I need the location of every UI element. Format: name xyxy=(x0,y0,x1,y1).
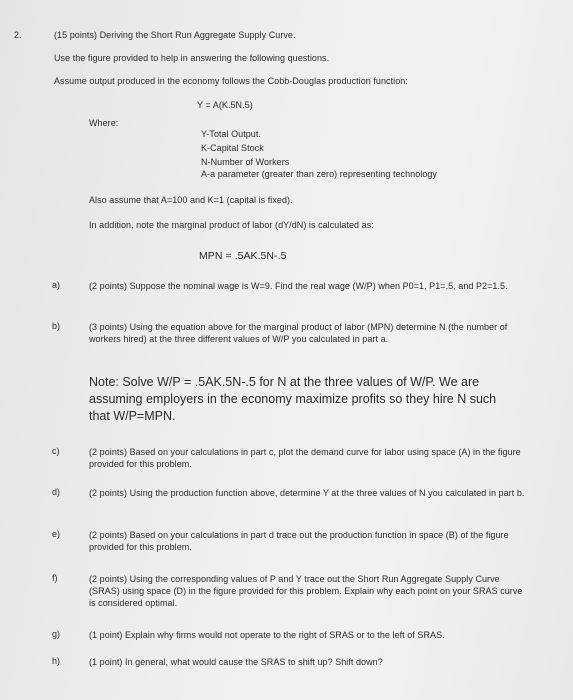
assumption-text: Assume output produced in the economy follows the Cobb-Douglas production function: xyxy=(54,76,408,86)
assume-values: Also assume that A=100 and K=1 (capital is fixed). xyxy=(89,195,293,205)
part-f-label: f) xyxy=(52,573,58,583)
definition-workers: N-Number of Workers xyxy=(201,157,290,167)
part-d-text: (2 points) Using the production function above, determine Y at the three values of N you calculated in part b. xyxy=(89,488,525,498)
problem-instruction: Use the figure provided to help in answering the following questions. xyxy=(54,53,330,63)
part-d-label: d) xyxy=(52,487,61,497)
mpl-formula: MPN = .5AK.5N-.5 xyxy=(199,250,287,262)
part-c-text: (2 points) Based on your calculations in part c, plot the demand curve for labor using space (A) in the figure provided for this problem. xyxy=(89,447,521,469)
part-b-label: b) xyxy=(52,321,61,331)
note-text: Note: Solve W/P = .5AK.5N-.5 for N at the three values of W/P. We are assuming employers in the economy maximize profits so they hire N such that W/P=MPN. xyxy=(89,375,497,423)
part-h-label: h) xyxy=(52,656,61,666)
part-e-label: e) xyxy=(52,529,61,539)
part-a-text: (2 points) Suppose the nominal wage is W=9. Find the real wage (W/P) when P0=1, P1=.5, and P2=1.5. xyxy=(89,281,508,291)
part-h-text: (1 point) In general, what would cause the SRAS to shift up? Shift down? xyxy=(89,657,383,667)
problem-title: (15 points) Deriving the Short Run Aggregate Supply Curve. xyxy=(54,30,296,40)
mpl-intro: In addition, note the marginal product of labor (dY/dN) is calculated as: xyxy=(89,220,374,230)
definition-output: Y-Total Output. xyxy=(201,129,261,139)
definition-capital: K-Capital Stock xyxy=(201,143,264,153)
part-b-text: (3 points) Using the equation above for the marginal product of labor (MPN) determine N (the number of workers hired) at the three different values of W/P you calculated in part a. xyxy=(89,322,508,344)
part-g-text: (1 point) Explain why firms would not operate to the right of SRAS or to the left of SRAS. xyxy=(89,630,445,640)
part-a-label: a) xyxy=(52,280,61,290)
part-c-label: c) xyxy=(52,446,60,456)
part-g-label: g) xyxy=(52,629,61,639)
where-label: Where: xyxy=(89,118,119,128)
problem-number: 2. xyxy=(14,30,22,40)
part-f-text: (2 points) Using the corresponding values of P and Y trace out the Short Run Aggregate Supply Curve (SRAS) using space (D) in the figure provided for this problem. Explain why each point on your SRAS curve is considered optimal. xyxy=(89,574,523,608)
production-function: Y = A(K.5N.5) xyxy=(197,100,253,110)
definition-technology: A-a parameter (greater than zero) representing technology xyxy=(201,169,437,179)
part-e-text: (2 points) Based on your calculations in part d trace out the production function in space (B) of the figure provided for this problem. xyxy=(89,530,509,552)
